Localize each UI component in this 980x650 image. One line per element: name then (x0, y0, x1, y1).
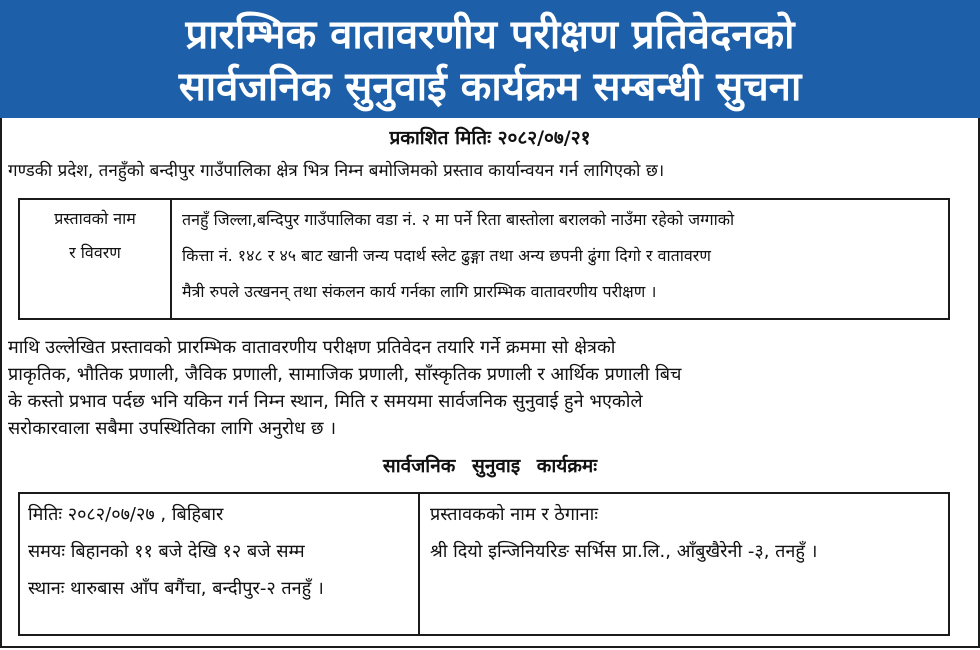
body-line-1: माथि उल्लेखित प्रस्तावको प्रारम्भिक वातावरणीय परीक्षण प्रतिवेदन तयारि गर्ने क्रममा सो क्षेत्रको (8, 337, 616, 358)
program-title: सार्वजनिक सुनुवाइ कार्यक्रमः (382, 455, 598, 477)
notice-body-box (0, 118, 980, 648)
body-paragraph (8, 334, 972, 442)
proponent-heading: प्रस्तावकको नाम र ठेगानाः (430, 504, 598, 525)
proposal-table (18, 198, 950, 320)
program-venue: स्थानः थारुबास आँप बगैंचा, बन्दीपुर-२ तनहुँ । (28, 578, 324, 599)
proposal-description-cell (172, 200, 948, 318)
program-time: समयः बिहानको ११ बजे देखि १२ बजे सम्म (28, 541, 305, 562)
proposal-label-line-1: प्रस्तावको नाम (54, 209, 136, 228)
program-schedule-cell (20, 494, 420, 634)
body-line-4: सरोकारवाला सबैमा उपस्थितिका लागि अनुरोध छ । (8, 418, 337, 439)
proponent-cell (420, 494, 948, 634)
program-table (18, 492, 950, 636)
proponent-name: श्री दियो इन्जिनियरिङ सर्भिस प्रा.लि., आँबुखैरेनी -३, तनहुँ । (430, 541, 818, 562)
proposal-label-cell (20, 200, 172, 318)
title-banner (0, 0, 980, 118)
body-line-3: के कस्तो प्रभाव पर्दछ भनि यकिन गर्न निम्न स्थान, मिति र समयमा सार्वजनिक सुनुवाई हुने भएकोले (8, 391, 643, 412)
body-line-2: प्राकृतिक, भौतिक प्रणाली, जैविक प्रणाली, सामाजिक प्रणाली, साँस्कृतिक प्रणाली र आर्थिक प्रणाली बिच (8, 364, 682, 385)
proposal-desc-line-2: कित्ता नं. १४८ र ४५ बाट खानी जन्य पदार्थ स्लेट ढुङ्गा तथा अन्य छपनी ढुंगा दिगो र वातावरण (182, 246, 711, 265)
published-date: प्रकाशित मितिः २०८२/०७/२१ (389, 127, 591, 149)
program-date: मितिः २०८२/०७/२७ , बिहिबार (28, 504, 224, 525)
title-line-1: प्रारम्भिक वातावरणीय परीक्षण प्रतिवेदनको (185, 12, 795, 58)
intro-text: गण्डकी प्रदेश, तनहुँको बन्दीपुर गाउँपालिका क्षेत्र भित्र निम्न बमोजिमको प्रस्ताव कार्यान्वयन गर्न लागिएको छ। (8, 161, 665, 181)
proposal-label-line-2: र विवरण (69, 243, 121, 262)
proposal-desc-line-3: मैत्री रुपले उत्खनन् तथा संकलन कार्य गर्नका लागि प्रारम्भिक वातावरणीय परीक्षण । (182, 282, 657, 301)
title-line-2: सार्वजनिक सुनुवाई कार्यक्रम सम्बन्धी सुचना (178, 64, 802, 110)
proposal-desc-line-1: तनहुँ जिल्ला,बन्दिपुर गाउँपालिका वडा नं. २ मा पर्ने रिता बास्तोला बरालको नाउँमा रहेको जग्गाको (182, 210, 735, 229)
